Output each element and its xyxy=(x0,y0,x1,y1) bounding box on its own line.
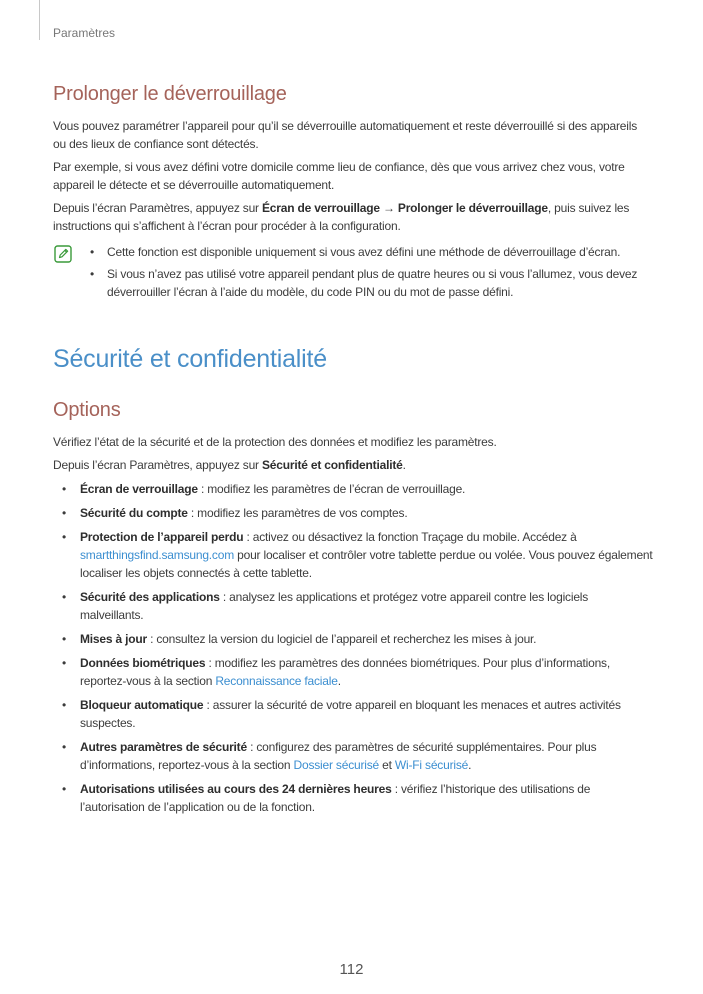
option-desc: . xyxy=(337,674,341,688)
option-term: Protection de l’appareil perdu xyxy=(80,530,244,544)
note-item xyxy=(81,243,653,261)
text-run: , puis suivez les instructions qui s’affichent à l’écran pour procéder à la configuration. xyxy=(53,201,630,233)
option-desc: : assurer la sécurité de votre appareil en bloquant les menaces et autres activités suspectes. xyxy=(80,698,621,730)
option-term: Mises à jour xyxy=(80,632,147,646)
text-run: Depuis l’écran Paramètres, appuyez sur xyxy=(53,458,262,472)
smartthingsfind-link[interactable]: smartthingsfind.samsung.com xyxy=(80,548,234,562)
option-term: Sécurité des applications xyxy=(80,590,220,604)
option-item xyxy=(53,780,653,816)
option-desc: pour localiser et contrôler votre tablette perdue ou volée. Vous pouvez également localiser les objets connectés à cette tablette. xyxy=(80,548,653,580)
option-term: Bloqueur automatique xyxy=(80,698,204,712)
menu-path-security: Sécurité et confidentialité xyxy=(261,458,403,472)
option-item xyxy=(53,504,653,522)
option-desc: : vérifiez l’historique des utilisations de l’autorisation de l’application ou de la fonction. xyxy=(80,782,591,814)
bullet: • xyxy=(62,590,67,604)
option-desc: : configurez des paramètres de sécurité supplémentaires. Pour plus d’informations, reportez-vous à la section xyxy=(80,740,597,772)
text-run: . xyxy=(402,458,406,472)
options-heading: Options xyxy=(53,399,121,421)
bullet: • xyxy=(90,267,95,281)
menu-path-lock-screen: Écran de verrouillage xyxy=(261,201,380,215)
extend-unlock-para-2: Par exemple, si vous avez défini votre domicile comme lieu de confiance, dès que vous arrivez chez vous, votre appareil le détecte et se déverrouille automatiquement. xyxy=(53,160,625,192)
bullet: • xyxy=(62,482,67,496)
note-box xyxy=(53,243,653,301)
page-content xyxy=(53,80,653,822)
menu-path-extend-unlock: Prolonger le déverrouillage xyxy=(397,201,548,215)
margin-rule xyxy=(39,0,40,40)
note-item xyxy=(81,265,653,301)
option-desc: : modifiez les paramètres de l’écran de verrouillage. xyxy=(197,482,466,496)
option-item xyxy=(53,588,653,624)
note-text: Si vous n’avez pas utilisé votre appareil pendant plus de quatre heures ou si vous l’allumez, vous devez déverrouiller l’écran à l’aide du modèle, du code PIN ou du mot de passe défini. xyxy=(107,267,638,299)
option-desc: et xyxy=(379,758,395,772)
extend-unlock-heading: Prolonger le déverrouillage xyxy=(53,83,287,105)
note-text: Cette fonction est disponible uniquement si vous avez défini une méthode de déverrouillage d’écran. xyxy=(107,245,621,259)
bullet: • xyxy=(62,530,67,544)
bullet: • xyxy=(90,245,95,259)
option-item xyxy=(53,528,653,582)
note-pencil-icon xyxy=(54,245,72,263)
option-desc: : activez ou désactivez la fonction Traçage du mobile. Accédez à xyxy=(243,530,577,544)
bullet: • xyxy=(62,698,67,712)
bullet: • xyxy=(62,506,67,520)
bullet: • xyxy=(62,656,67,670)
running-header: Paramètres xyxy=(53,26,116,40)
bullet: • xyxy=(62,740,67,754)
path-arrow: → xyxy=(379,201,398,215)
option-item xyxy=(53,480,653,498)
option-term: Autorisations utilisées au cours des 24 dernières heures xyxy=(80,782,392,796)
option-term: Données biométriques xyxy=(80,656,206,670)
option-desc: : modifiez les paramètres des données biométriques. Pour plus d’informations, reportez-vous à la section xyxy=(80,656,610,688)
option-desc: : consultez la version du logiciel de l’appareil et recherchez les mises à jour. xyxy=(146,632,537,646)
option-item xyxy=(53,654,653,690)
option-term: Autres paramètres de sécurité xyxy=(80,740,247,754)
note-list xyxy=(81,243,653,301)
option-term: Sécurité du compte xyxy=(80,506,188,520)
secure-wifi-link[interactable]: Wi-Fi sécurisé xyxy=(394,758,469,772)
text-run: Depuis l’écran Paramètres, appuyez sur xyxy=(53,201,262,215)
option-desc: . xyxy=(468,758,472,772)
extend-unlock-para-3 xyxy=(53,199,653,235)
security-privacy-heading: Sécurité et confidentialité xyxy=(53,345,327,373)
option-desc: : modifiez les paramètres de vos comptes. xyxy=(187,506,408,520)
option-item xyxy=(53,696,653,732)
option-item xyxy=(53,630,653,648)
security-intro: Vérifiez l’état de la sécurité et de la protection des données et modifiez les paramètres. xyxy=(53,435,497,449)
options-list xyxy=(53,480,653,816)
face-recognition-link[interactable]: Reconnaissance faciale xyxy=(215,674,338,688)
option-item xyxy=(53,738,653,774)
page-number: 112 xyxy=(339,961,364,978)
extend-unlock-para-1: Vous pouvez paramétrer l’appareil pour qu’il se déverrouille automatiquement et reste déverrouillé si des appareils ou des lieux de confiance sont détectés. xyxy=(53,119,638,151)
option-term: Écran de verrouillage xyxy=(80,482,198,496)
bullet: • xyxy=(62,632,67,646)
secure-folder-link[interactable]: Dossier sécurisé xyxy=(293,758,380,772)
security-path xyxy=(53,456,653,474)
option-desc: : analysez les applications et protégez votre appareil contre les logiciels malveillants. xyxy=(80,590,589,622)
bullet: • xyxy=(62,782,67,796)
